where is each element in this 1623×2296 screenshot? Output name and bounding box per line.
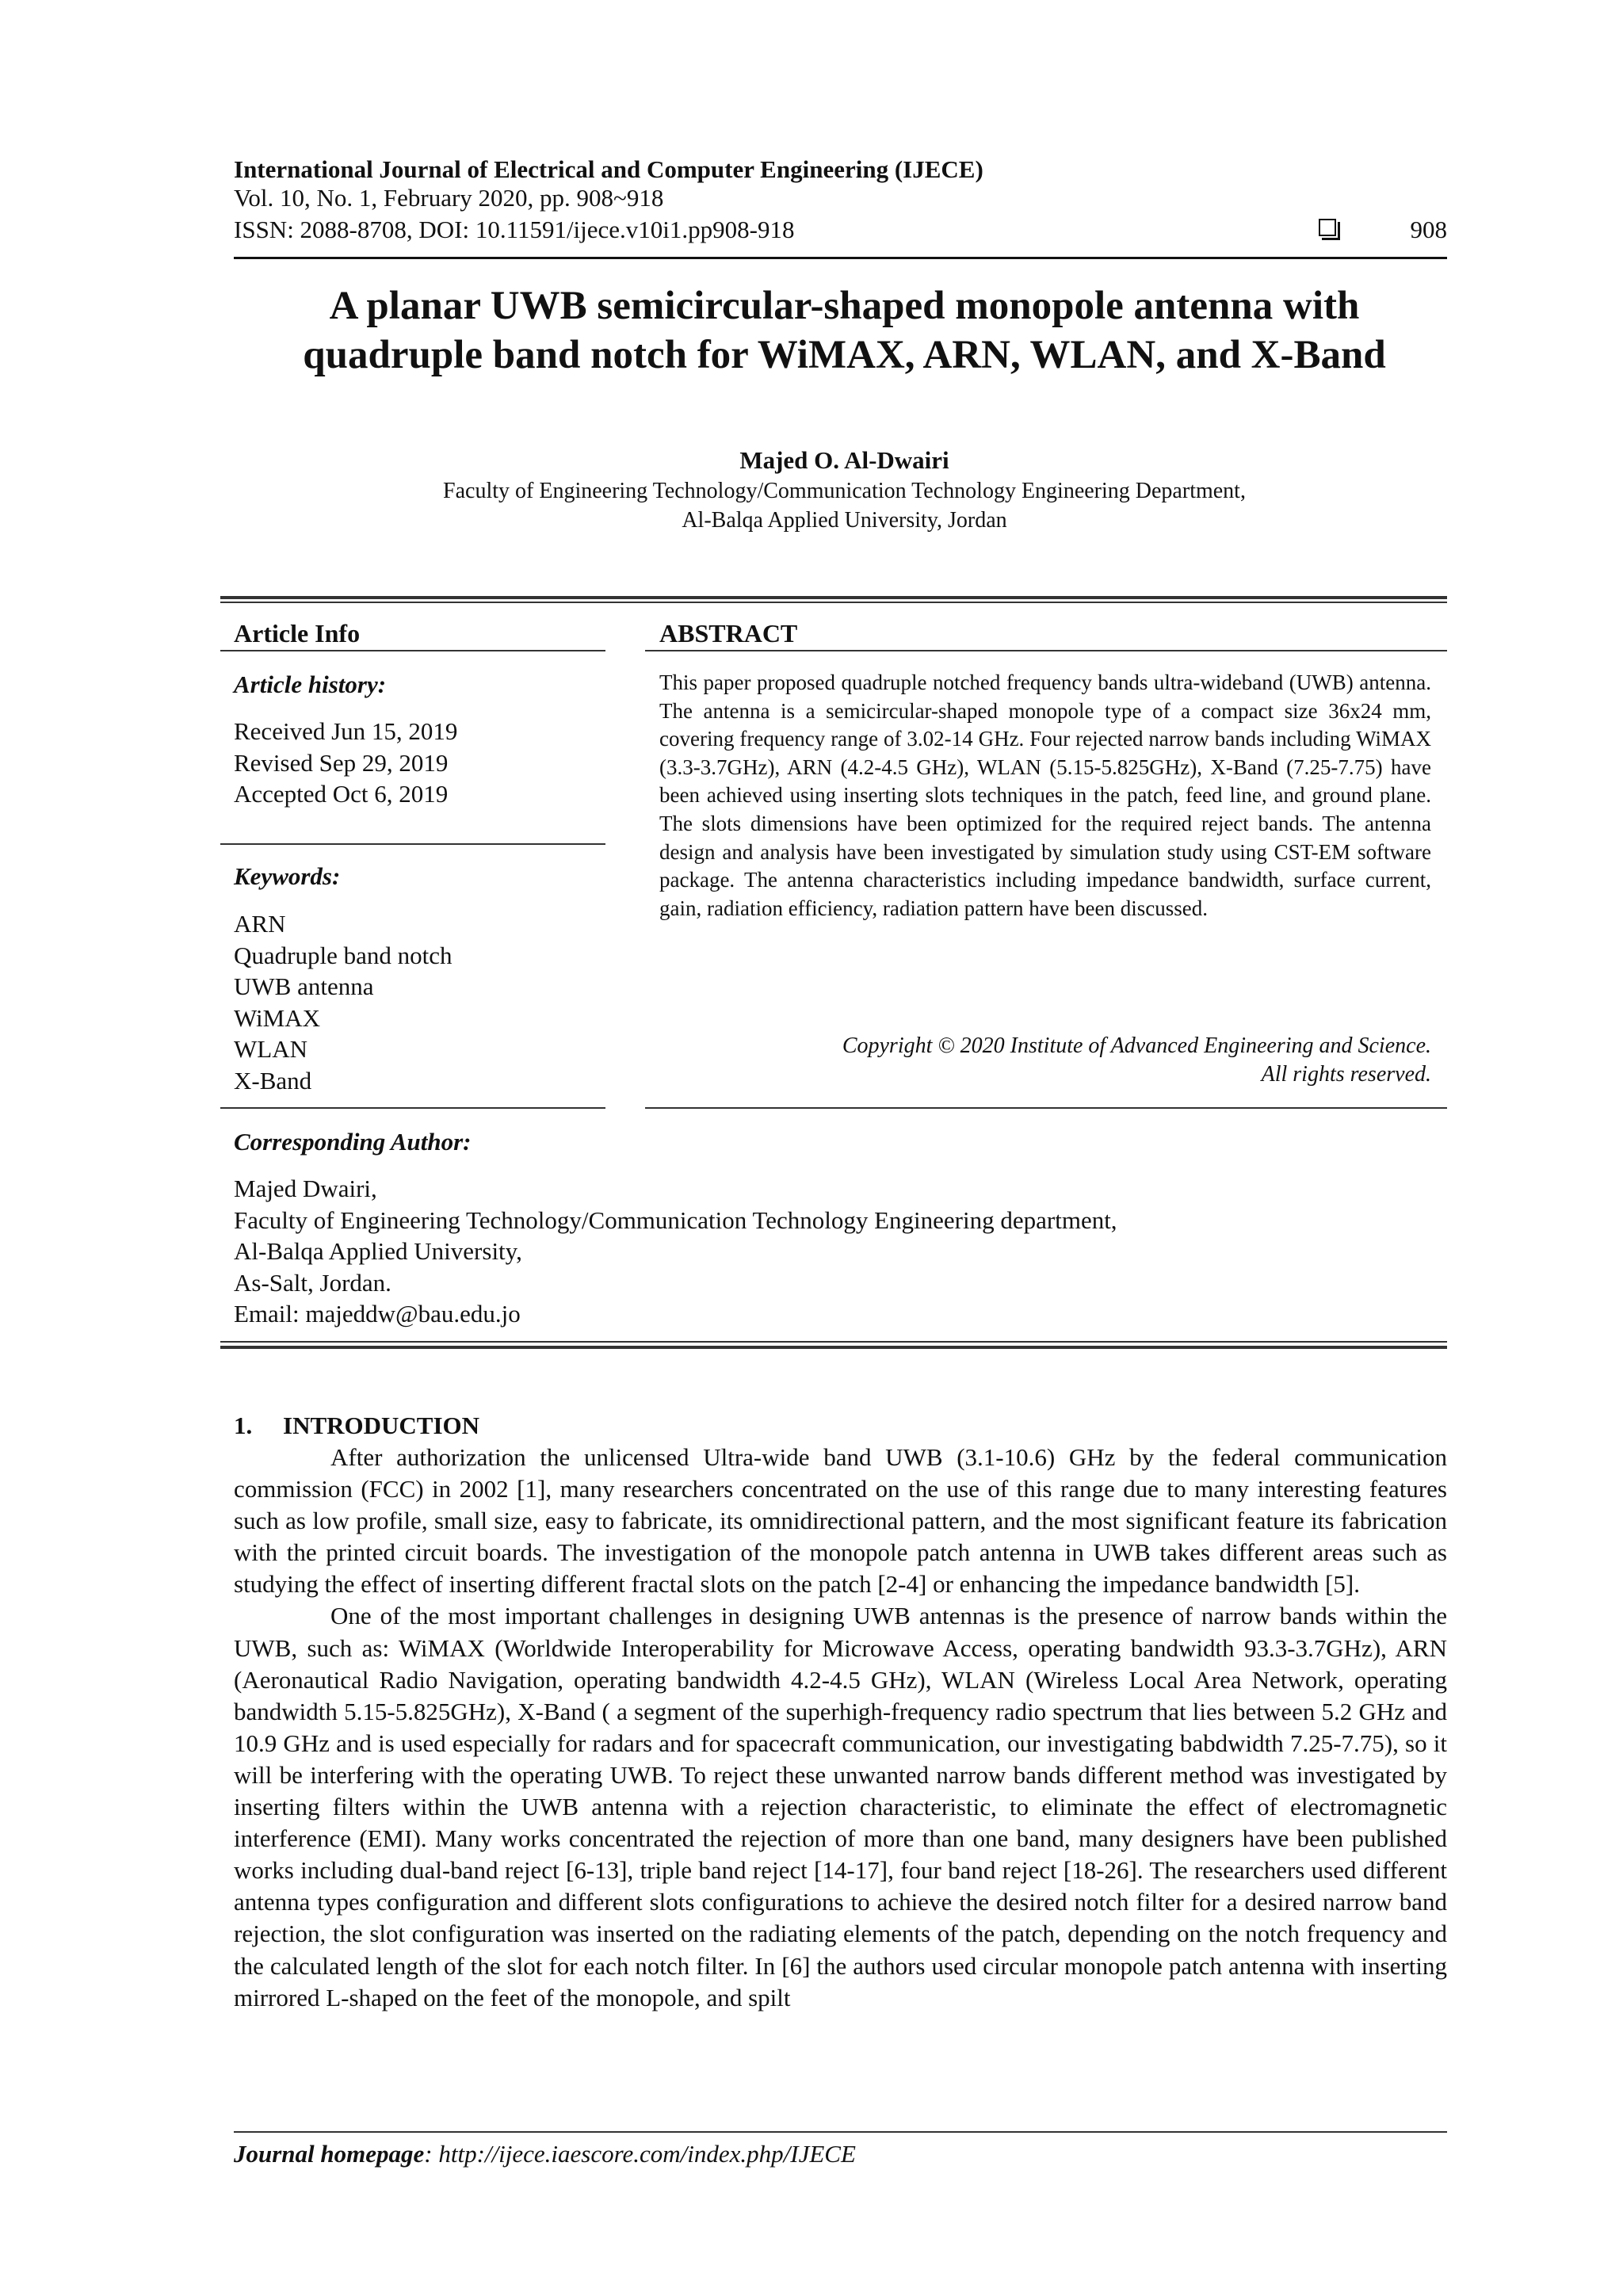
article-info-rule xyxy=(220,650,605,651)
corresponding-dept: Faculty of Engineering Technology/Communication Technology Engineering department, xyxy=(234,1205,1117,1234)
infobox-bottom-rule xyxy=(220,1346,1447,1349)
section-heading-introduction: 1. INTRODUCTION xyxy=(234,1412,480,1439)
article-history-heading: Article history: xyxy=(234,670,387,698)
volume-info: Vol. 10, No. 1, February 2020, pp. 908~918 xyxy=(234,184,664,212)
infobox-top-rule xyxy=(220,596,1447,599)
title-line-2: quadruple band notch for WiMAX, ARN, WLAN, and X-Band xyxy=(303,333,1386,377)
revised-date: Revised Sep 29, 2019 xyxy=(234,748,449,777)
paper-title xyxy=(135,281,1554,380)
copyright-notice xyxy=(842,1032,1431,1089)
abstract-heading: ABSTRACT xyxy=(659,619,798,648)
footer-rule xyxy=(234,2131,1447,2133)
corresponding-university: Al-Balqa Applied University, xyxy=(234,1237,522,1265)
keywords-heading: Keywords: xyxy=(234,862,341,890)
title-line-1: A planar UWB semicircular-shaped monopole antenna with xyxy=(329,284,1360,328)
corresponding-author-details xyxy=(234,1173,1117,1330)
accepted-date: Accepted Oct 6, 2019 xyxy=(234,780,449,808)
header-rule xyxy=(234,257,1447,259)
abstract-text: This paper proposed quadruple notched frequency bands ultra-wideband (UWB) antenna. The antenna is a semicircular-shaped monopole type of a compact size 36x24 mm, covering frequency range of 3.02-14 GHz. Four rejected narrow bands including WiMAX (3.3-3.7GHz), ARN (4.2-4.5 GHz), WLAN (5.15-5.825GHz), X-Band (7.25-7.75) have been achieved using inserting slots techniques in the patch, feed line, and ground plane. The slots dimensions have been optimized for the required reject bands. The antenna design and analysis have been investigated by simulation study using CST-EM software package. The antenna characteristics including impedance bandwidth, surface current, gain, radiation efficiency, radiation pattern have been discussed. xyxy=(659,670,1431,920)
journal-name: International Journal of Electrical and Computer Engineering (IJECE) xyxy=(234,155,983,183)
corresponding-name: Majed Dwairi, xyxy=(234,1175,377,1202)
article-history xyxy=(234,716,457,810)
affiliation xyxy=(135,476,1554,535)
affiliation-line-1: Faculty of Engineering Technology/Communication Technology Engineering Department, xyxy=(443,479,1246,503)
keyword-item: UWB antenna xyxy=(234,972,374,1000)
intro-paragraph-2: One of the most important challenges in designing UWB antennas is the presence of narrow bands within the UWB, such as: WiMAX (Worldwide Interoperability for Microwave Access, operating bandwidth 93.3-3.7GHz), ARN (Aeronautical Radio Navigation, operating bandwidth 4.2-4.5 GHz), WLAN (Wireless Local Area Network, operating bandwidth 5.15-5.825GHz), X-Band ( a segment of the superhigh-frequency radio spectrum that lies between 5.2 GHz and 10.9 GHz and is used especially for radars and for spacecraft communication, our investigating babdwidth 7.25-7.75), so it will be interfering with the operating UWB. To reject these unwanted narrow bands different method was investigated by inserting filters within the UWB antenna with a rejection characteristic, to eliminate the effect of electromagnetic interference (EMI). Many works concentrated the rejection of more than one band, many designers have been published works including dual-band reject [6-13], triple band reject [14-17], four band reject [18-26]. The researchers used different antenna types configuration and different slots configurations to achieve the desired notch filter for a desired narrow band rejection, the slot configuration was inserted on the radiating elements of the patch, depending on the notch frequency and the calculated length of the slot for each notch filter. In [6] the authors used circular monopole patch antenna with inserting mirrored L-shaped on the feet of the monopole, and spilt xyxy=(234,1602,1447,2011)
keyword-item: WiMAX xyxy=(234,1003,320,1032)
copyright-line-2: All rights reserved. xyxy=(1261,1062,1431,1087)
copyright-line-1: Copyright © 2020 Institute of Advanced Engineering and Science. xyxy=(842,1033,1431,1058)
journal-homepage xyxy=(234,2140,856,2168)
corresponding-city: As-Salt, Jordan. xyxy=(234,1268,391,1297)
author-name: Majed O. Al-Dwairi xyxy=(739,446,949,474)
issn-doi: ISSN: 2088-8708, DOI: 10.11591/ijece.v10i1.pp908-918 xyxy=(234,216,795,243)
page-number: 908 xyxy=(1410,216,1447,243)
affiliation-line-2: Al-Balqa Applied University, Jordan xyxy=(682,508,1007,533)
keyword-item: Quadruple band notch xyxy=(234,941,453,969)
homepage-url[interactable]: : http://ijece.iaescore.com/index.php/IJECE xyxy=(424,2140,856,2168)
abstract-bottom-rule xyxy=(645,1107,1447,1109)
abstract-rule xyxy=(645,650,1447,651)
corresponding-email: Email: majeddw@bau.edu.jo xyxy=(234,1300,521,1328)
infobox-top-rule-thin xyxy=(220,602,1447,603)
history-rule xyxy=(220,843,605,845)
corresponding-author-heading: Corresponding Author: xyxy=(234,1128,472,1156)
intro-paragraph-1: After authorization the unlicensed Ultra-wide band UWB (3.1-10.6) GHz by the federal communication commission (FCC) in 2002 [1], many researchers concentrated on the use of this range due to many interesting features such as low profile, small size, easy to fabricate, its omnidirectional pattern, and the most significant feature its fabrication with the printed circuit boards. The investigation of the monopole patch antenna in UWB takes different areas such as studying the effect of inserting different fractal slots on the patch [2-4] or enhancing the impedance bandwidth [5]. xyxy=(234,1443,1447,1599)
infobox-bottom-rule-thin xyxy=(220,1341,1447,1343)
homepage-label: Journal homepage xyxy=(234,2140,425,2168)
article-info-heading: Article Info xyxy=(234,619,361,648)
keyword-item: WLAN xyxy=(234,1035,307,1063)
keyword-item: X-Band xyxy=(234,1066,312,1095)
keywords-list xyxy=(234,908,452,1096)
introduction-body xyxy=(234,1442,1447,2014)
page-box-icon xyxy=(1319,219,1336,236)
keyword-item: ARN xyxy=(234,910,286,938)
received-date: Received Jun 15, 2019 xyxy=(234,717,458,745)
keywords-rule xyxy=(220,1107,605,1109)
